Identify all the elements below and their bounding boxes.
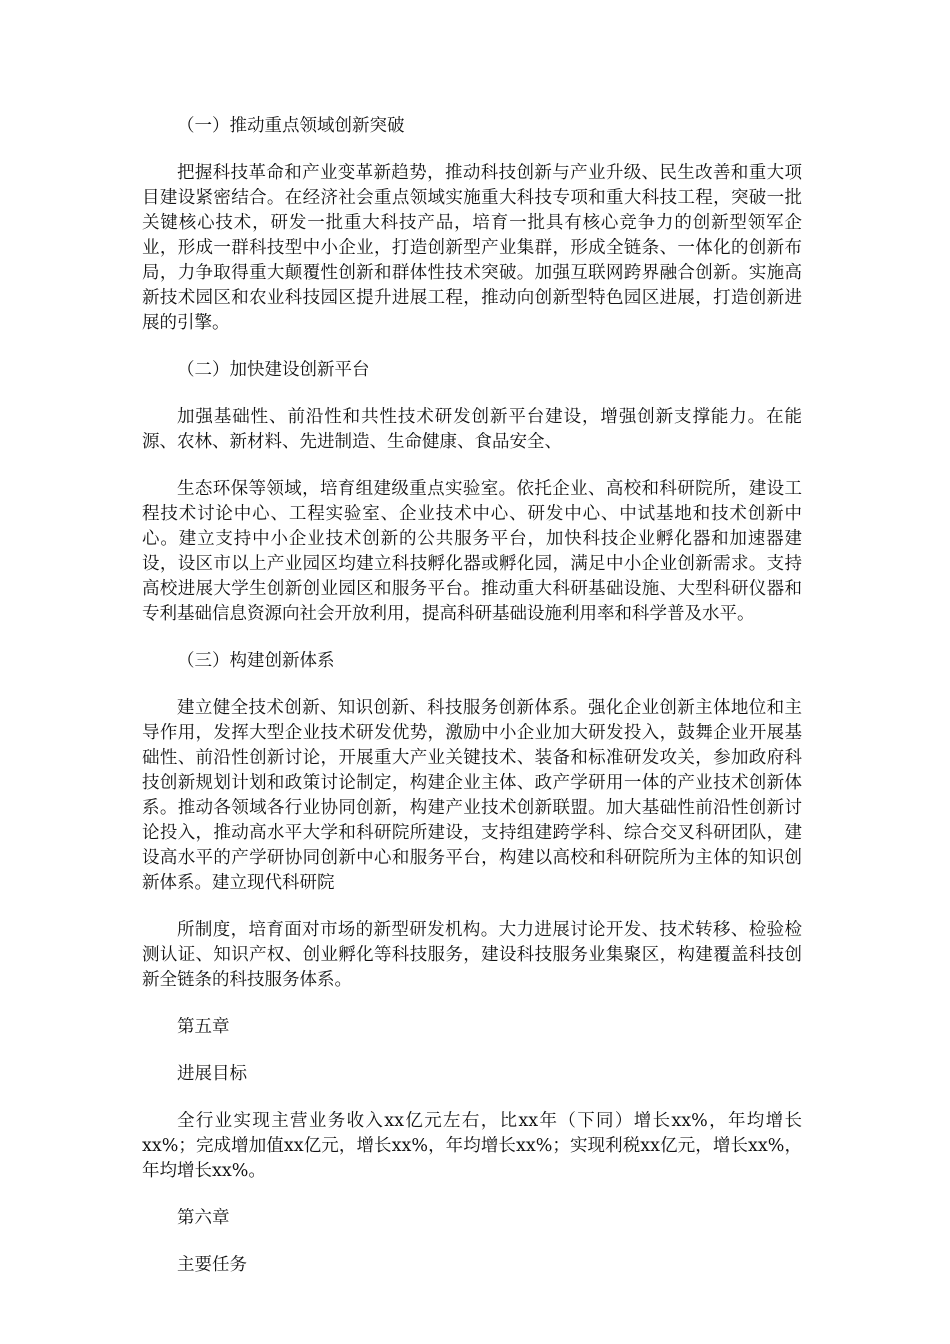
paragraph-4: 建立健全技术创新、知识创新、科技服务创新体系。强化企业创新主体地位和主导作用，发挥大型企业技术研发优势，激励中小企业加大研发投入，鼓舞企业开展基础性、前沿性创新讨论，开展重大产业关键技术、装备和标准研发攻关，参加政府科技创新规划计划和政策讨论制定，构建企业主体、政产学研用一体的产业技术创新体系。推动各领域各行业协同创新，构建产业技术创新联盟。加大基础性前沿性创新讨论投入，推动高水平大学和科研院所建设，支持组建跨学科、综合交叉科研团队，建设高水平的产学研协同创新中心和服务平台，构建以高校和科研院所为主体的知识创新体系。建立现代科研院	[142, 698, 802, 893]
section-heading-2: （二）加快建设创新平台	[177, 360, 370, 380]
chapter-five-title: 第五章	[177, 1017, 230, 1037]
document-body	[142, 114, 802, 1278]
paragraph-5: 所制度，培育面对市场的新型研发机构。大力进展讨论开发、技术转移、检验检测认证、知识产权、创业孵化等科技服务，建设科技服务业集聚区，构建覆盖科技创新全链条的科技服务体系。	[142, 920, 802, 990]
paragraph-3: 生态环保等领域，培育组建级重点实验室。依托企业、高校和科研院所，建设工程技术讨论中心、工程实验室、企业技术中心、研发中心、中试基地和技术创新中心。建立支持中小企业技术创新的公共服务平台，加快科技企业孵化器和加速器建设，设区市以上产业园区均建立科技孵化器或孵化园，满足中小企业创新需求。支持高校进展大学生创新创业园区和服务平台。推动重大科研基础设施、大型科研仪器和专利基础信息资源向社会开放利用，提高科研基础设施利用率和科学普及水平。	[142, 479, 802, 624]
chapter-six-subtitle: 主要任务	[177, 1255, 247, 1275]
chapter-six-title: 第六章	[177, 1208, 230, 1228]
paragraph-1: 把握科技革命和产业变革新趋势，推动科技创新与产业升级、民生改善和重大项目建设紧密结合。在经济社会重点领域实施重大科技专项和重大科技工程，突破一批关键核心技术，研发一批重大科技产品，培育一批具有核心竞争力的创新型领军企业，形成一群科技型中小企业，打造创新型产业集群，形成全链条、一体化的创新布局，力争取得重大颠覆性创新和群体性技术突破。加强互联网跨界融合创新。实施高新技术园区和农业科技园区提升进展工程，推动向创新型特色园区进展，打造创新进展的引擎。	[142, 163, 802, 333]
section-heading-1: （一）推动重点领域创新突破	[177, 116, 405, 136]
section-heading-3: （三）构建创新体系	[177, 651, 335, 671]
paragraph-2: 加强基础性、前沿性和共性技术研发创新平台建设，增强创新支撑能力。在能源、农林、新材料、先进制造、生命健康、食品安全、	[142, 407, 802, 452]
chapter-five-subtitle: 进展目标	[177, 1064, 247, 1084]
paragraph-6: 全行业实现主营业务收入xx亿元左右，比xx年（下同）增长xx%，年均增长xx%；完成增加值xx亿元，增长xx%，年均增长xx%；实现利税xx亿元，增长xx%，年均增长xx%。	[142, 1111, 802, 1181]
